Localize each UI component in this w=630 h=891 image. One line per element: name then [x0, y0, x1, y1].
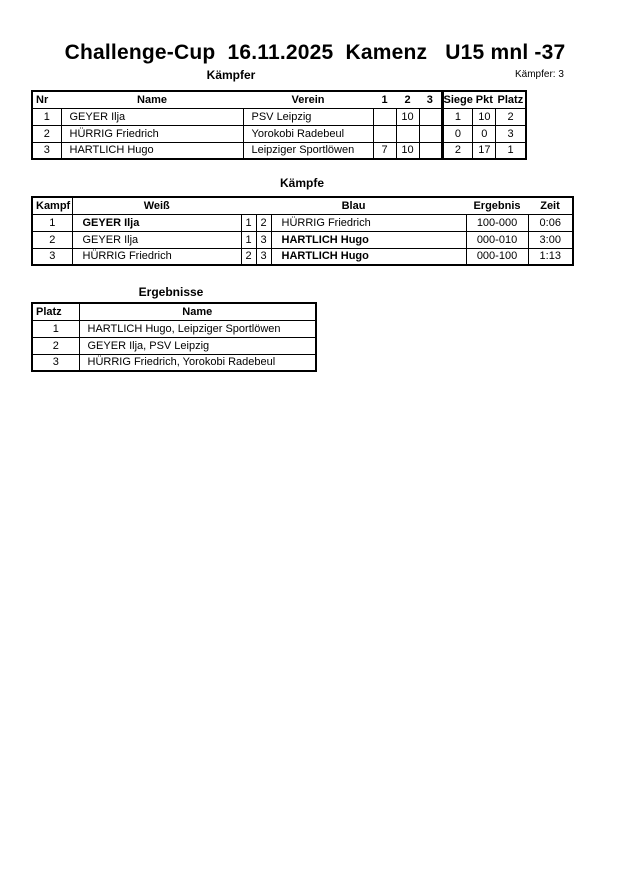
kaempfe-table: [31, 196, 574, 266]
ergebnisse-row: [32, 337, 316, 354]
cell-kampf: 3: [49, 250, 56, 263]
cell-verein: PSV Leipzig: [243, 108, 373, 125]
cell-round2: 10: [396, 142, 419, 159]
cell-siege: 0: [442, 125, 473, 142]
cell-round3: [419, 142, 442, 159]
cell-blau-nr: 3: [256, 231, 271, 248]
kaempfe-header-row: [32, 197, 573, 214]
cell-zeit: 1:13: [528, 248, 573, 265]
cell-verein: Yorokobi Radebeul: [243, 125, 373, 142]
ergebnisse-header-row: [32, 303, 316, 320]
section-title-ergebnisse: Ergebnisse: [138, 285, 204, 299]
kaempfer-table-grid: [31, 90, 527, 160]
cell-weiss-nr: 1: [241, 231, 256, 248]
ergebnisse-table-grid: [31, 302, 317, 372]
cell-weiss: HÜRRIG Friedrich: [72, 248, 241, 265]
cell-name: HÜRRIG Friedrich: [61, 125, 243, 142]
col-header-zeit: Zeit: [528, 197, 573, 214]
col-header-pkt: Pkt: [473, 91, 496, 108]
col-header-round3: 3: [419, 91, 442, 108]
cell-platz: 1: [496, 142, 526, 159]
cell-platz: 3: [496, 125, 526, 142]
col-header-platz: Platz: [32, 303, 79, 320]
page-title: Challenge-Cup 16.11.2025 Kamenz U15 mnl -37: [64, 41, 566, 64]
col-header-siege: Siege: [442, 91, 473, 108]
ergebnisse-row: [32, 320, 316, 337]
kaempfe-row: [32, 214, 573, 231]
cell-name: GEYER Ilja: [61, 108, 243, 125]
cell-weiss: GEYER Ilja: [72, 214, 241, 231]
col-header-platz: Platz: [496, 91, 526, 108]
cell-zeit: 3:00: [528, 231, 573, 248]
cell-pkt: 0: [473, 125, 496, 142]
cell-round1: [373, 108, 396, 125]
kaempfe-table-grid: [31, 196, 574, 266]
col-header-verein: Verein: [243, 91, 373, 108]
cell-weiss: GEYER Ilja: [72, 231, 241, 248]
fighter-count-label: Kämpfer: 3: [515, 69, 564, 80]
cell-pkt: 10: [473, 108, 496, 125]
cell-siege: 2: [442, 142, 473, 159]
col-header-weiss: Weiß: [72, 197, 241, 214]
cell-platz: 1: [32, 320, 79, 337]
section-title-kaempfer: Kämpfer: [206, 68, 256, 82]
cell-round2: [396, 125, 419, 142]
cell-nr: 3: [43, 144, 50, 157]
ergebnisse-table: [31, 302, 317, 372]
kaempfe-row: [32, 231, 573, 248]
cell-kampf: 1: [32, 214, 72, 231]
col-header-name: Name: [61, 91, 243, 108]
cell-blau: HARTLICH Hugo: [271, 231, 466, 248]
kaempfer-row: [32, 142, 526, 159]
cell-name: HARTLICH Hugo, Leipziger Sportlöwen: [79, 320, 316, 337]
cell-blau: HÜRRIG Friedrich: [271, 214, 466, 231]
col-header-round1: 1: [373, 91, 396, 108]
col-header-name: Name: [79, 303, 316, 320]
col-header-blau: Blau: [241, 197, 466, 214]
cell-weiss-nr: 2: [241, 248, 256, 265]
cell-nr: 1: [32, 108, 61, 125]
cell-verein: Leipziger Sportlöwen: [243, 142, 373, 159]
kaempfer-row: [32, 125, 526, 142]
cell-platz: 2: [32, 337, 79, 354]
cell-ergebnis: 000-100: [466, 248, 528, 265]
cell-ergebnis: 000-010: [466, 231, 528, 248]
cell-round1: [373, 125, 396, 142]
kaempfe-row: [32, 248, 573, 265]
kaempfer-row: [32, 108, 526, 125]
col-header-round2: 2: [396, 91, 419, 108]
kaempfer-table: [31, 90, 527, 160]
cell-blau-nr: 3: [256, 248, 271, 265]
col-header-kampf: Kampf: [32, 197, 72, 214]
cell-weiss-nr: 1: [241, 214, 256, 231]
cell-blau: HARTLICH Hugo: [271, 248, 466, 265]
col-header-nr: Nr: [32, 91, 61, 108]
section-title-kaempfe: Kämpfe: [279, 176, 325, 190]
cell-name: GEYER Ilja, PSV Leipzig: [79, 337, 316, 354]
cell-nr: 2: [32, 125, 61, 142]
cell-round3: [419, 125, 442, 142]
cell-ergebnis: 100-000: [466, 214, 528, 231]
cell-round1: 7: [373, 142, 396, 159]
col-header-ergebnis: Ergebnis: [466, 197, 528, 214]
cell-round3: [419, 108, 442, 125]
cell-zeit: 0:06: [528, 214, 573, 231]
cell-kampf: 2: [32, 231, 72, 248]
cell-round2: 10: [396, 108, 419, 125]
ergebnisse-row: [32, 354, 316, 371]
cell-pkt: 17: [473, 142, 496, 159]
kaempfer-header-row: [32, 91, 526, 108]
cell-siege: 1: [442, 108, 473, 125]
cell-name: HARTLICH Hugo: [61, 142, 243, 159]
cell-platz: 2: [496, 108, 526, 125]
cell-platz: 3: [52, 356, 59, 369]
cell-blau-nr: 2: [256, 214, 271, 231]
cell-name: HÜRRIG Friedrich, Yorokobi Radebeul: [79, 354, 316, 371]
